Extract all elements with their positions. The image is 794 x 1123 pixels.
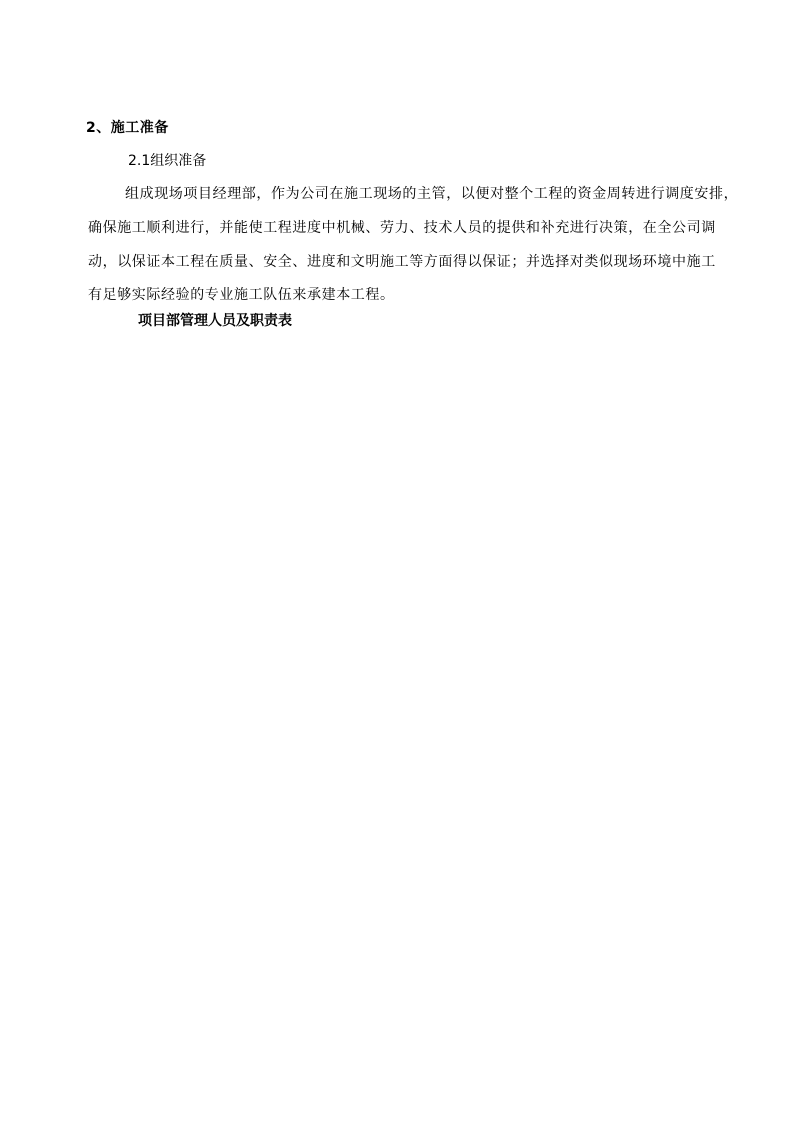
subsection-heading: 2.1组织准备: [128, 153, 207, 169]
paragraph-line: 动，以保证本工程在质量、安全、进度和文明施工等方面得以保证；并选择对类似现场环境中施工: [88, 254, 716, 270]
table-title: 项目部管理人员及职责表: [138, 313, 292, 329]
section-heading: 2、施工准备: [86, 120, 169, 136]
paragraph-line: 组成现场项目经理部，作为公司在施工现场的主管，以便对整个工程的资金周转进行调度安排，: [125, 186, 739, 202]
paragraph-line: 有足够实际经验的专业施工队伍来承建本工程。: [88, 287, 395, 303]
paragraph-line: 确保施工顺利进行，并能使工程进度中机械、劳力、技术人员的提供和补充进行决策，在全公司调: [88, 220, 716, 236]
